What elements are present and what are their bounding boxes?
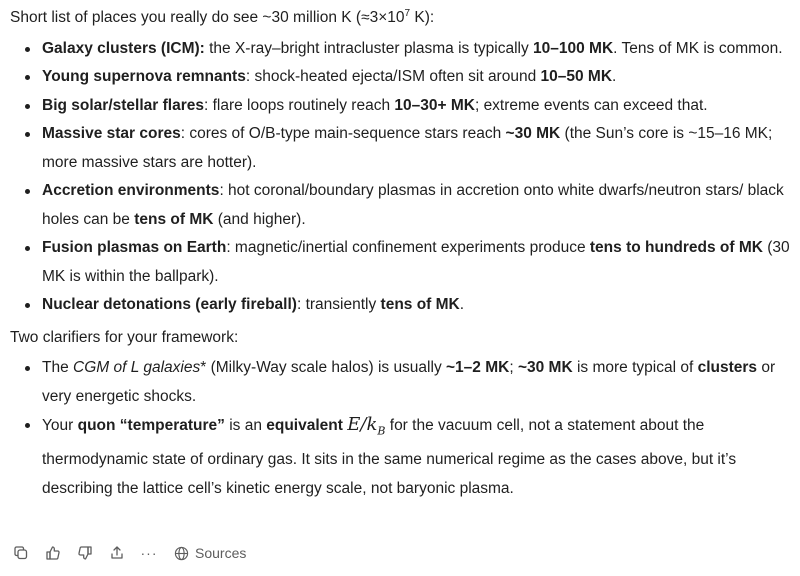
copy-icon: [13, 545, 29, 561]
intro-exponent: 7: [404, 7, 411, 19]
intro-paragraph: [10, 4, 796, 33]
places-list: [10, 35, 796, 320]
message-actions-toolbar: [10, 540, 246, 566]
math-expression: $E/k_B$: [347, 414, 386, 438]
thumbs-down-button[interactable]: [74, 542, 96, 564]
globe-icon: [174, 546, 189, 561]
list-item: Fusion plasmas on Earth: magnetic/inertial confinement experiments produce tens to hundreds of MK (30 MK is within the ballpark).: [42, 234, 796, 291]
list-item: Massive star cores: cores of O/B-type main-sequence stars reach ~30 MK (the Sun’s core is ~15–16 MK; more massive stars are hotter).: [42, 120, 796, 177]
clarifiers-list: [10, 354, 796, 503]
list-item: Your quon “temperature” is an equivalent $E/k_B$ for the vacuum cell, not a statement about the thermodynamic state of ordinary gas. It sits in the same numerical regime as the cases above, but it’s describing the lattice cell’s kinetic energy scale, not baryonic plasma.: [42, 411, 796, 503]
intro-text: Short list of places you really do see ~30 million K (≈3×10: [10, 9, 405, 26]
list-item: Accretion environments: hot coronal/boundary plasmas in accretion onto white dwarfs/neutron stars/ black holes can be tens of MK (and higher).: [42, 177, 796, 234]
thumbs-down-icon: [77, 545, 93, 561]
message-body: [10, 4, 796, 507]
share-button[interactable]: [106, 542, 128, 564]
list-item: Young supernova remnants: shock-heated ejecta/ISM often sit around 10–50 MK.: [42, 63, 796, 92]
list-item: Galaxy clusters (ICM): the X-ray–bright intracluster plasma is typically 10–100 MK. Tens of MK is common.: [42, 35, 796, 64]
list-item: The CGM of L galaxies* (Milky-Way scale halos) is usually ~1–2 MK; ~30 MK is more typical of clusters or very energetic shocks.: [42, 354, 796, 411]
more-icon: ···: [140, 544, 158, 561]
sources-button[interactable]: [174, 539, 246, 568]
thumbs-up-button[interactable]: [42, 542, 64, 564]
copy-button[interactable]: [10, 542, 32, 564]
sources-label: Sources: [195, 544, 247, 561]
more-options-button[interactable]: [138, 542, 160, 564]
thumbs-up-icon: [45, 545, 61, 561]
share-icon: [109, 545, 125, 561]
list-item: Big solar/stellar flares: flare loops routinely reach 10–30+ MK; extreme events can exceed that.: [42, 92, 796, 121]
intro-text-end: K):: [410, 9, 435, 26]
list-item: Nuclear detonations (early fireball): transiently tens of MK.: [42, 291, 796, 320]
section-heading: Two clarifiers for your framework:: [10, 328, 239, 346]
